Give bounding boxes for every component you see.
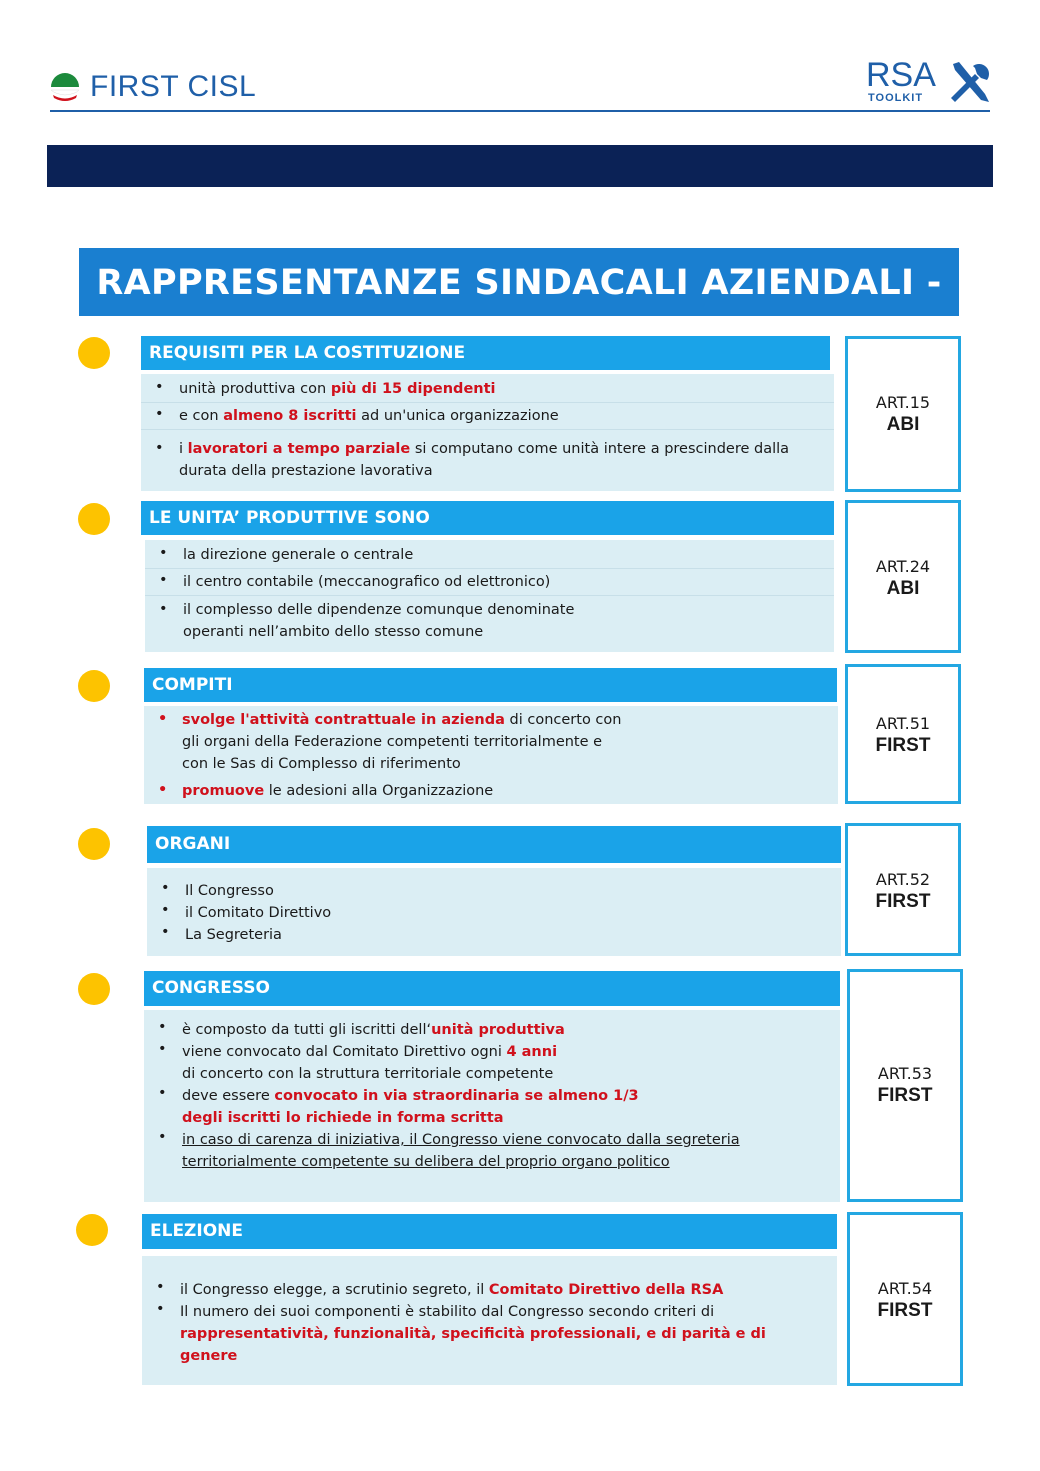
rsa-toolkit-title: RSA xyxy=(866,56,936,94)
article-source: ABI xyxy=(886,578,920,599)
article-number: ART.15 xyxy=(875,393,931,412)
list-item: • svolge l'attività contrattuale in azienda di concerto con gli organi della Federazione competenti territorialmente e con le Sas di Complesso di riferimento xyxy=(158,711,622,772)
list-item: • il complesso delle dipendenze comunque denominate operanti nell’ambito dello stesso comune xyxy=(159,601,575,640)
list-item: • il Comitato Direttivo xyxy=(161,902,332,921)
section-body xyxy=(144,706,838,804)
section-marker-dot xyxy=(78,828,110,860)
list-item: • La Segreteria xyxy=(161,924,282,943)
page-title: RAPPRESENTANZE SINDACALI AZIENDALI - xyxy=(96,263,942,303)
section-body xyxy=(142,1256,837,1385)
list-item: • unità produttiva con più di 15 dipendenti xyxy=(141,376,834,403)
list-item: • deve essere convocato in via straordinaria se almeno 1/3 degli iscritti lo richiede in forma scritta xyxy=(158,1085,639,1126)
article-reference-box xyxy=(845,664,961,804)
article-source: FIRST xyxy=(875,735,931,756)
list-item: • promuove le adesioni alla Organizzazione xyxy=(158,782,494,799)
navy-band xyxy=(47,145,993,187)
header-rule xyxy=(50,110,990,112)
list-item: • il centro contabile (meccanografico od elettronico) xyxy=(145,569,834,596)
section-marker-dot xyxy=(78,670,110,702)
article-reference-box xyxy=(845,823,961,956)
logo-text: FIRST CISL xyxy=(90,70,257,103)
section-heading: LE UNITA’ PRODUTTIVE SONO xyxy=(141,501,834,535)
list-item: • in caso di carenza di iniziativa, il Congresso viene convocato dalla segreteria territorialmente competente su delibera del proprio organo politico xyxy=(158,1129,740,1170)
section-body xyxy=(144,1010,840,1202)
section-body xyxy=(147,868,841,956)
section-heading: COMPITI xyxy=(144,668,837,702)
article-number: ART.51 xyxy=(875,714,931,733)
article-source: FIRST xyxy=(877,1085,933,1106)
article-number: ART.54 xyxy=(877,1279,933,1298)
article-reference-box xyxy=(845,336,961,492)
list-item: • Il numero dei suoi componenti è stabilito dal Congresso secondo criteri di rappresentatività, funzionalità, specificità professionali, e di parità e di genere xyxy=(156,1301,766,1364)
list-item: • viene convocato dal Comitato Direttivo ogni 4 anni di concerto con la struttura territoriale competente xyxy=(158,1041,558,1082)
article-source: FIRST xyxy=(875,891,931,912)
section-marker-dot xyxy=(78,337,110,369)
article-reference-box xyxy=(847,1212,963,1386)
section-heading: CONGRESSO xyxy=(144,971,840,1006)
article-number: ART.52 xyxy=(875,870,931,889)
list-item: • la direzione generale o centrale xyxy=(145,542,834,569)
section-heading: REQUISITI PER LA COSTITUZIONE xyxy=(141,336,830,370)
wrench-screwdriver-icon xyxy=(945,58,993,106)
article-reference-box xyxy=(847,969,963,1202)
section-marker-dot xyxy=(78,503,110,535)
article-number: ART.24 xyxy=(875,557,931,576)
article-number: ART.53 xyxy=(877,1064,933,1083)
section-body xyxy=(145,540,834,652)
section-body xyxy=(141,374,834,491)
first-cisl-logo-icon xyxy=(50,72,80,102)
section-marker-dot xyxy=(78,973,110,1005)
page-title-bar xyxy=(79,248,959,316)
section-marker-dot xyxy=(76,1214,108,1246)
list-item: • e con almeno 8 iscritti ad un'unica organizzazione xyxy=(141,403,834,430)
list-item: • Il Congresso xyxy=(161,880,274,899)
section-heading: ELEZIONE xyxy=(142,1214,837,1249)
list-item: • è composto da tutti gli iscritti dell‘unità produttiva xyxy=(158,1019,565,1038)
list-item: • il Congresso elegge, a scrutinio segreto, il Comitato Direttivo della RSA xyxy=(156,1279,724,1298)
section-heading: ORGANI xyxy=(147,826,841,863)
list-item: • i lavoratori a tempo parziale si computano come unità intere a prescindere dalla durata della prestazione lavorativa xyxy=(155,440,790,479)
article-reference-box xyxy=(845,500,961,653)
article-source: FIRST xyxy=(877,1300,933,1321)
article-source: ABI xyxy=(886,414,920,435)
rsa-toolkit-subtitle: TOOLKIT xyxy=(868,92,924,104)
